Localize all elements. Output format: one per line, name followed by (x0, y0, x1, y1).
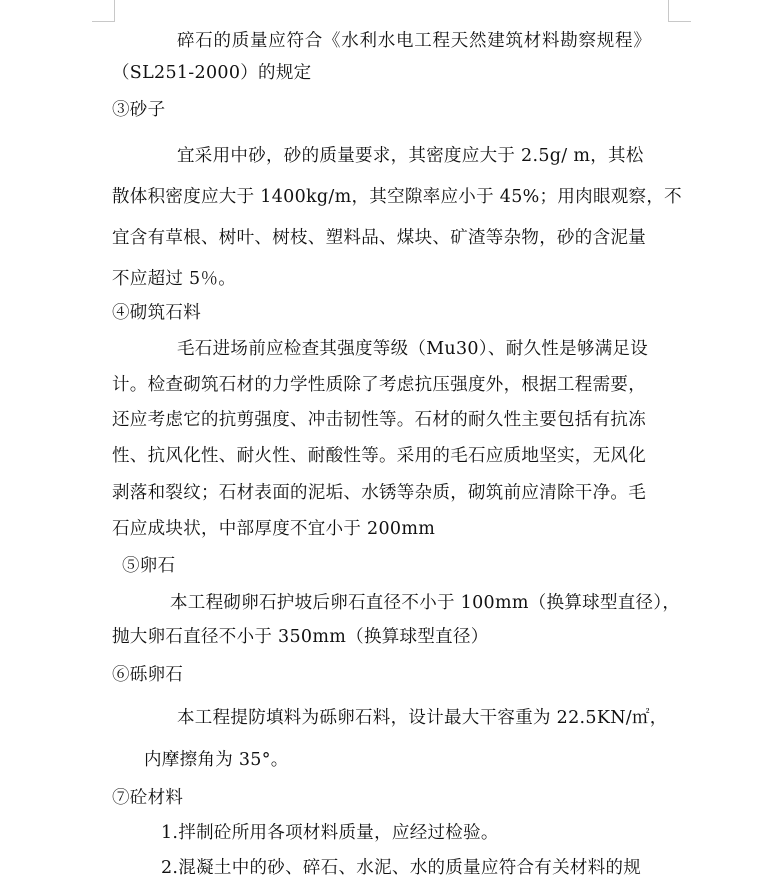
text-line-11: 还应考虑它的抗剪强度、冲击韧性等。石材的耐久性主要包括有抗冻 (112, 410, 646, 430)
margin-corner-mark-left-horizontal (92, 21, 115, 22)
text-line-22: 1.拌制砼所用各项材料质量，应经过检验。 (161, 823, 499, 843)
heading-masonry-stone: ④砌筑石料 (112, 303, 201, 323)
heading-gravel-pebble: ⑥砾卵石 (112, 665, 184, 685)
text-line-7: 不应超过 5％。 (112, 269, 237, 289)
text-line-13: 剥落和裂纹；石材表面的泥垢、水锈等杂质，砌筑前应清除干净。毛 (112, 483, 646, 503)
text-line-10: 计。检查砌筑石材的力学性质除了考虑抗压强度外，根据工程需要， (112, 375, 646, 395)
text-line-23: 2.混凝土中的砂、碎石、水泥、水的质量应符合有关材料的规 (161, 858, 642, 878)
text-line-19: 本工程提防填料为砾卵石料，设计最大干容重为 22.5KN/㎡， (177, 708, 668, 728)
text-line-14: 石应成块状，中部厚度不宜小于 200mm (112, 519, 436, 539)
text-line-20: 内摩擦角为 35°。 (144, 750, 289, 770)
text-line-9: 毛石进场前应检查其强度等级（Mu30）、耐久性是够满足设 (177, 339, 649, 359)
text-line-1: 碎石的质量应符合《水利水电工程天然建筑材料勘察规程》 (177, 31, 652, 51)
text-line-6: 宜含有草根、树叶、树枝、塑料品、煤块、矿渣等杂物，砂的含泥量 (112, 228, 646, 248)
heading-pebble: ⑤卵石 (122, 556, 176, 576)
text-line-17: 抛大卵石直径不小于 350mm（换算球型直径） (112, 627, 489, 647)
margin-corner-mark-right-vertical (668, 0, 669, 22)
text-line-5: 散体积密度应大于 1400kg/m，其空隙率应小于 45%；用肉眼观察，不 (112, 187, 682, 207)
heading-concrete-materials: ⑦砼材料 (112, 788, 184, 808)
margin-corner-mark-left-vertical (114, 0, 115, 22)
heading-sand: ③砂子 (112, 100, 166, 120)
text-line-2: （SL251-2000）的规定 (112, 63, 312, 83)
text-line-16: 本工程砌卵石护坡后卵石直径不小于 100mm（换算球型直径）， (170, 593, 681, 613)
margin-corner-mark-right-horizontal (668, 21, 691, 22)
text-line-4: 宜采用中砂，砂的质量要求，其密度应大于 2.5g/ m，其松 (177, 146, 644, 166)
text-line-12: 性、抗风化性、耐火性、耐酸性等。采用的毛石应质地坚实，无风化 (112, 446, 646, 466)
